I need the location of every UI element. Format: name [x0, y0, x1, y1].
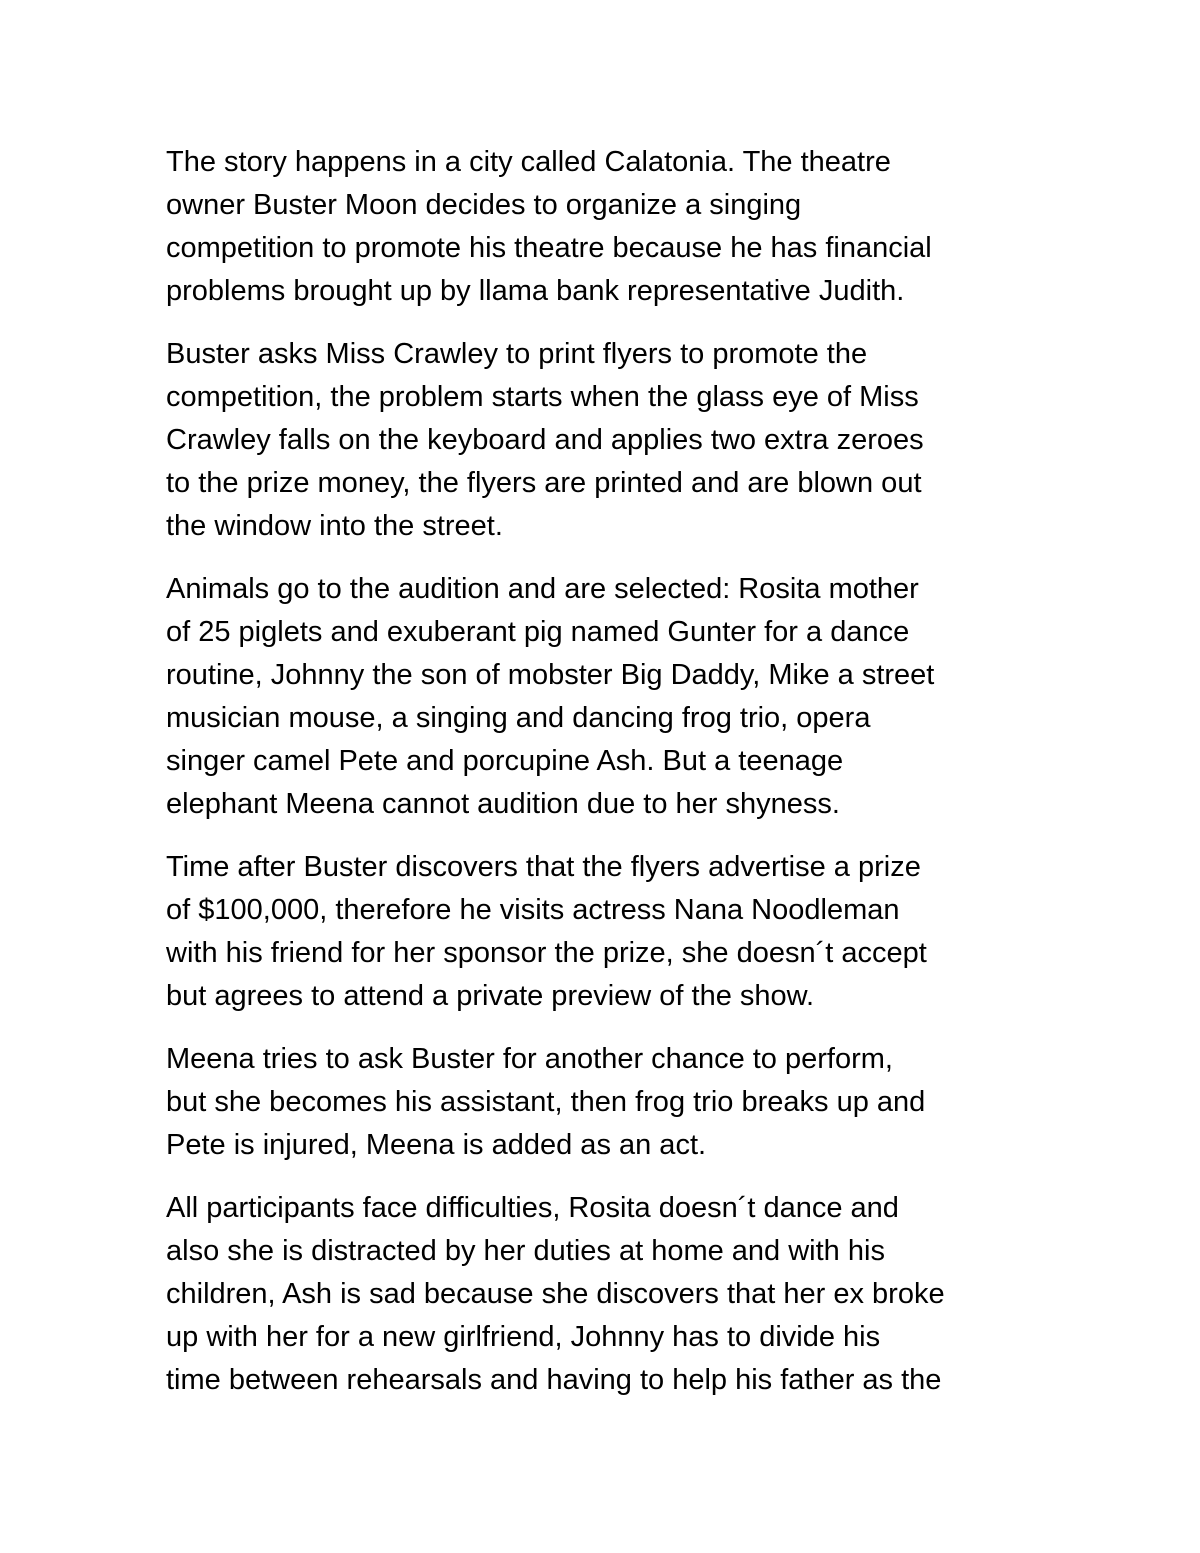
text-line: of 25 piglets and exuberant pig named Gunter for a dance	[166, 616, 910, 648]
paragraph-1	[166, 141, 1046, 313]
text-line: but she becomes his assistant, then frog trio breaks up and	[166, 1086, 926, 1118]
text-line: Buster asks Miss Crawley to print flyers to promote the	[166, 338, 868, 370]
text-line: children, Ash is sad because she discovers that her ex broke	[166, 1278, 945, 1310]
text-line: also she is distracted by her duties at home and with his	[166, 1235, 885, 1267]
text-line: Animals go to the audition and are selected: Rosita mother	[166, 573, 919, 605]
text-line: elephant Meena cannot audition due to her shyness.	[166, 788, 840, 820]
text-line: Pete is injured, Meena is added as an act.	[166, 1129, 707, 1161]
text-line: with his friend for her sponsor the prize, she doesn´t accept	[166, 937, 927, 969]
text-line: up with her for a new girlfriend, Johnny has to divide his	[166, 1321, 881, 1353]
text-line: but agrees to attend a private preview of the show.	[166, 980, 815, 1012]
text-line: time between rehearsals and having to help his father as the	[166, 1364, 942, 1396]
text-line: Meena tries to ask Buster for another chance to perform,	[166, 1043, 893, 1075]
paragraph-6	[166, 1187, 1046, 1402]
text-line: singer camel Pete and porcupine Ash. But a teenage	[166, 745, 844, 777]
text-line: competition, the problem starts when the glass eye of Miss	[166, 381, 919, 413]
text-line: Crawley falls on the keyboard and applies two extra zeroes	[166, 424, 924, 456]
text-line: musician mouse, a singing and dancing frog trio, opera	[166, 702, 871, 734]
text-line: competition to promote his theatre because he has financial	[166, 232, 932, 264]
text-line: problems brought up by llama bank representative Judith.	[166, 275, 905, 307]
text-line: All participants face difficulties, Rosita doesn´t dance and	[166, 1192, 899, 1224]
paragraph-4	[166, 846, 1046, 1018]
text-line: the window into the street.	[166, 510, 503, 542]
text-line: to the prize money, the flyers are printed and are blown out	[166, 467, 922, 499]
paragraph-2	[166, 333, 1046, 548]
text-line: routine, Johnny the son of mobster Big Daddy, Mike a street	[166, 659, 935, 691]
text-line: owner Buster Moon decides to organize a singing	[166, 189, 802, 221]
text-line: The story happens in a city called Calatonia. The theatre	[166, 146, 891, 178]
document-body	[166, 141, 1046, 1422]
text-line: Time after Buster discovers that the flyers advertise a prize	[166, 851, 921, 883]
text-line: of $100,000, therefore he visits actress Nana Noodleman	[166, 894, 900, 926]
paragraph-3	[166, 568, 1046, 826]
paragraph-5	[166, 1038, 1046, 1167]
